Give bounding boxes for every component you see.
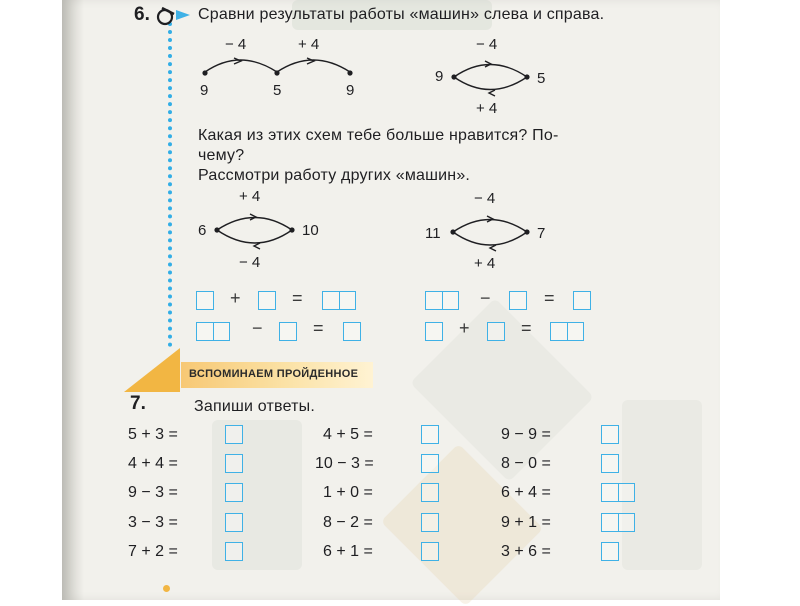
answer-box[interactable] — [343, 322, 361, 341]
equation: 7 + 2 = — [128, 543, 178, 560]
scheme2-right-left: 11 — [425, 225, 441, 242]
answer-box[interactable] — [225, 425, 243, 444]
operator-sign: + — [230, 288, 241, 308]
answer-box-double[interactable] — [425, 291, 459, 310]
scheme-left-op2: + 4 — [298, 36, 320, 53]
answer-box-double[interactable] — [550, 322, 584, 341]
answer-box[interactable] — [279, 322, 297, 341]
scheme2-left-bottom: − 4 — [239, 254, 261, 271]
answer-box[interactable] — [225, 513, 243, 532]
answer-box[interactable] — [421, 542, 439, 561]
equals-sign: = — [521, 318, 532, 338]
equation: 6 + 4 = — [501, 484, 551, 501]
answer-box-double[interactable] — [601, 513, 635, 532]
equation: 3 − 3 = — [128, 514, 178, 531]
answer-box[interactable] — [225, 454, 243, 473]
answer-box[interactable] — [421, 513, 439, 532]
scheme2-right-right: 7 — [537, 225, 546, 242]
node-dot — [202, 70, 207, 75]
operator-sign: − — [480, 288, 491, 308]
equation: 9 + 1 = — [501, 514, 551, 531]
equation: 1 + 0 = — [323, 484, 373, 501]
equation: 9 − 9 = — [501, 426, 551, 443]
scheme2-left-left: 6 — [198, 222, 207, 239]
answer-box[interactable] — [225, 542, 243, 561]
equation: 10 − 3 = — [315, 455, 374, 472]
scheme2-right-bottom: + 4 — [474, 255, 496, 272]
answer-box[interactable] — [573, 291, 591, 310]
task-7-prompt: Запиши ответы. — [194, 398, 316, 415]
node-dot — [347, 70, 352, 75]
scheme-right-top: − 4 — [476, 36, 498, 53]
answer-box[interactable] — [425, 322, 443, 341]
scheme-right-left: 9 — [435, 68, 444, 85]
task-6-question-line2: чему? — [198, 147, 245, 164]
scheme2-left-loop — [214, 214, 294, 249]
banner-triangle-decoration — [124, 348, 180, 392]
scheme2-left-top: + 4 — [239, 188, 261, 205]
review-banner — [181, 362, 373, 388]
scheme-left-n3: 9 — [346, 82, 355, 99]
task-6-prompt: Сравни результаты работы «машин» слева и справа. — [198, 6, 605, 23]
task-7-number: 7. — [130, 393, 146, 414]
scheme-left-n1: 9 — [200, 82, 209, 99]
equation: 4 + 4 = — [128, 455, 178, 472]
answer-box[interactable] — [196, 291, 214, 310]
scheme-left-op1: − 4 — [225, 36, 247, 53]
task-6-number: 6. — [134, 4, 150, 25]
answer-box[interactable] — [601, 542, 619, 561]
answer-box-double[interactable] — [322, 291, 356, 310]
equals-sign: = — [544, 288, 555, 308]
scheme-right-right: 5 — [537, 70, 546, 87]
scheme-right-bottom: + 4 — [476, 100, 498, 117]
answer-box[interactable] — [601, 454, 619, 473]
arc-minus-4 — [205, 60, 277, 72]
equation: 8 − 0 = — [501, 455, 551, 472]
answer-box[interactable] — [421, 454, 439, 473]
equation: 3 + 6 = — [501, 543, 551, 560]
equation: 5 + 3 = — [128, 426, 178, 443]
review-banner-label: ВСПОМИНАЕМ ПРОЙДЕННОЕ — [189, 368, 359, 380]
operator-sign: + — [459, 318, 470, 338]
equation: 6 + 1 = — [323, 543, 373, 560]
answer-box[interactable] — [225, 483, 243, 502]
task-6-question-line1: Какая из этих схем тебе больше нравится? По- — [198, 127, 559, 144]
operator-sign: − — [252, 318, 263, 338]
answer-box[interactable] — [421, 425, 439, 444]
scheme2-right-top: − 4 — [474, 190, 496, 207]
equation: 8 − 2 = — [323, 514, 373, 531]
node-dot — [274, 70, 279, 75]
scheme-left-n2: 5 — [273, 82, 282, 99]
scheme-left-chain — [202, 58, 352, 76]
answer-box-double[interactable] — [196, 322, 230, 341]
equation: 4 + 5 = — [323, 426, 373, 443]
equals-sign: = — [292, 288, 303, 308]
answer-box-double[interactable] — [601, 483, 635, 502]
scheme2-right-loop — [450, 216, 529, 251]
answer-box[interactable] — [421, 483, 439, 502]
answer-box[interactable] — [509, 291, 527, 310]
equals-sign: = — [313, 318, 324, 338]
scheme-right-loop — [451, 61, 529, 96]
answer-box[interactable] — [487, 322, 505, 341]
scheme2-left-right: 10 — [302, 222, 319, 239]
orange-dot-decoration — [163, 585, 170, 592]
task-6-instruction: Рассмотри работу других «машин». — [198, 167, 471, 184]
answer-box[interactable] — [258, 291, 276, 310]
equation: 9 − 3 = — [128, 484, 178, 501]
answer-box[interactable] — [601, 425, 619, 444]
